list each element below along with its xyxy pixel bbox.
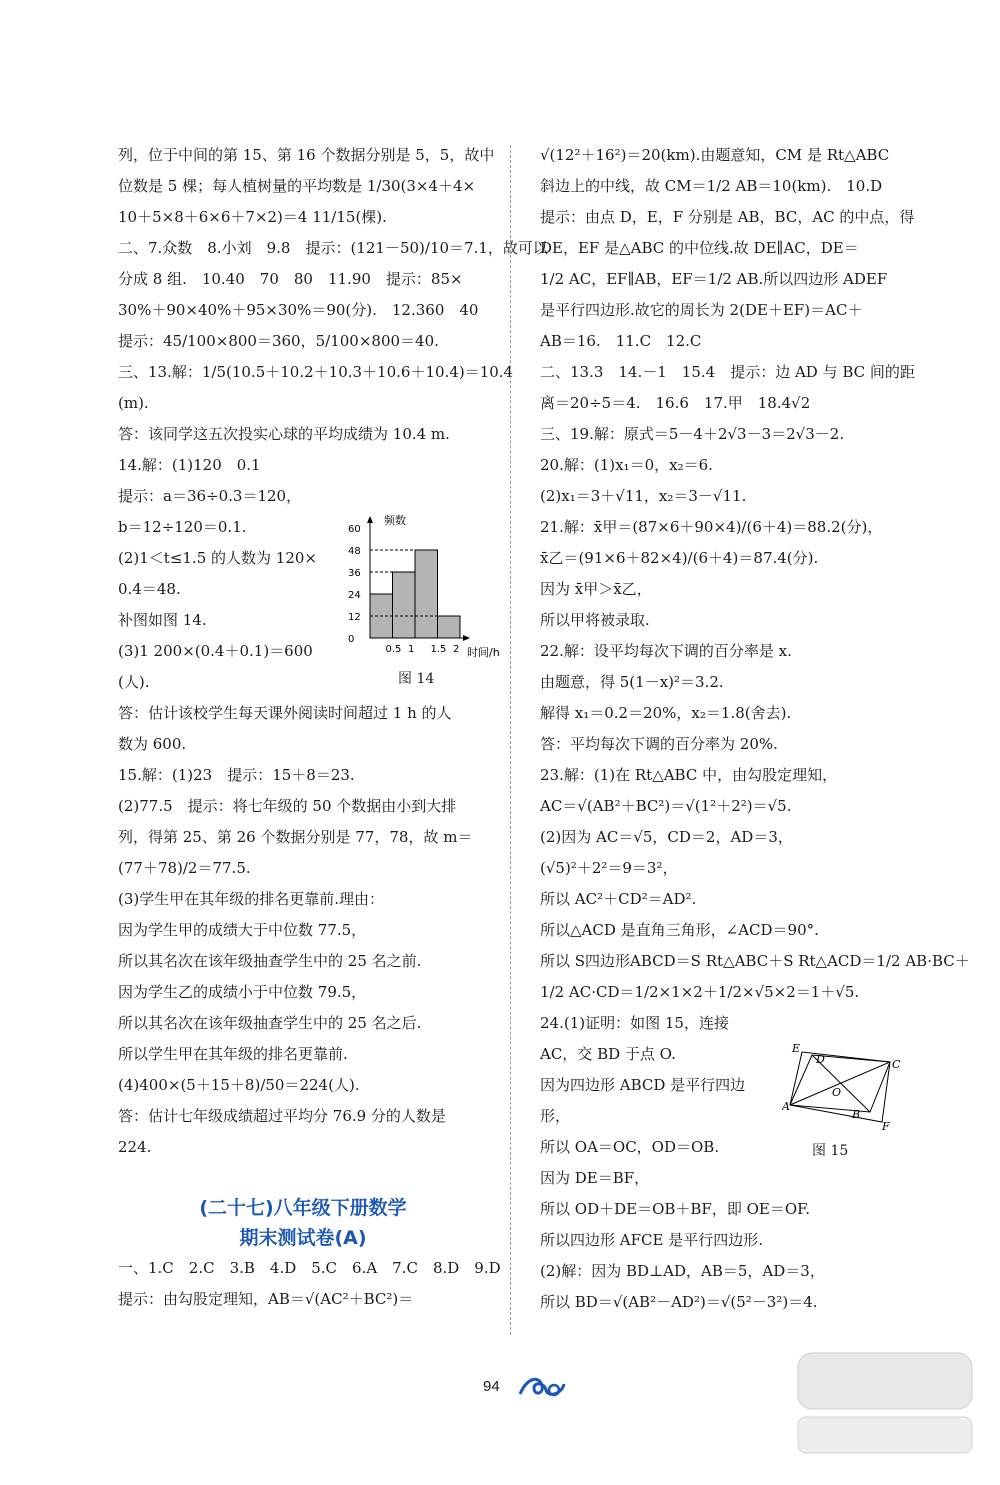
- text-line: 答：平均每次下调的百分率为 20%.: [540, 735, 778, 753]
- text-line: 1/2 AC·CD＝1/2×1×2＋1/2×√5×2＝1＋√5.: [540, 983, 860, 1001]
- text-line: 224.: [118, 1138, 152, 1156]
- text-line: b＝12÷120＝0.1.: [118, 518, 247, 536]
- figure-14-caption: 图 14: [398, 671, 435, 687]
- text-line: 所以 OD＋DE＝OB＋BF，即 OE＝OF.: [540, 1200, 810, 1218]
- watermark-logo: [790, 1345, 980, 1460]
- text-line: 三、13.解：1/5(10.5＋10.2＋10.3＋10.6＋10.4)＝10.4: [118, 363, 514, 381]
- text-line: √(12²＋16²)＝20(km).由题意知，CM 是 Rt△ABC: [540, 146, 890, 164]
- parallelogram-figure-15: [782, 1040, 902, 1130]
- point-a: A: [782, 1100, 790, 1113]
- text-line: 14.解：(1)120 0.1: [118, 456, 261, 474]
- text-line: 提示：由勾股定理知，AB＝√(AC²＋BC²)＝: [118, 1290, 414, 1308]
- text-line: 1/2 AC，EF∥AB，EF＝1/2 AB.所以四边形 ADEF: [540, 270, 888, 288]
- text-line: (77＋78)/2＝77.5.: [118, 859, 251, 877]
- point-e: E: [792, 1042, 801, 1055]
- text-line: 10＋5×8＋6×6＋7×2)＝4 11/15(棵).: [118, 208, 387, 226]
- text-line: 0.4＝48.: [118, 580, 181, 598]
- text-line: (3)1 200×(0.4＋0.1)＝600: [118, 642, 313, 660]
- text-line: 20.解：(1)x₁＝0，x₂＝6.: [540, 456, 713, 474]
- text-line: 二、13.3 14.－1 15.4 提示：边 AD 与 BC 间的距: [540, 363, 915, 381]
- text-line: 所以△ACD 是直角三角形，∠ACD＝90°.: [540, 921, 819, 939]
- text-line: 提示：45/100×800＝360，5/100×800＝40.: [118, 332, 439, 350]
- text-line: (√5)²＋2²＝9＝3²，: [540, 859, 678, 877]
- text-line: 离＝20÷5＝4. 16.6 17.甲 18.4√2: [540, 394, 811, 412]
- text-line: 所以 OA＝OC，OD＝OB.: [540, 1138, 720, 1156]
- text-line: 分成 8 组. 10.40 70 80 11.90 提示：85×: [118, 270, 463, 288]
- text-line: 所以 BD＝√(AB²－AD²)＝√(5²－3²)＝4.: [540, 1293, 818, 1311]
- histogram-bar: [415, 550, 438, 638]
- point-f: F: [882, 1120, 890, 1130]
- text-line: 所以其名次在该年级抽查学生中的 25 名之后.: [118, 1014, 422, 1032]
- x-tick-label: 1: [408, 644, 415, 655]
- histogram-x-label: 时间/h: [467, 646, 500, 659]
- text-line: 位数是 5 棵；每人植树量的平均数是 1/30(3×4＋4×: [118, 177, 476, 195]
- text-line: 二、7.众数 8.小刘 9.8 提示：(121－50)/10＝7.1，故可以: [118, 239, 548, 257]
- text-line: (m).: [118, 394, 149, 412]
- text-line: 列，位于中间的第 15、第 16 个数据分别是 5，5，故中: [118, 146, 495, 164]
- text-line: 数为 600.: [118, 735, 187, 753]
- text-line: (2)1＜t≤1.5 的人数为 120×: [118, 549, 317, 567]
- text-line: 答：该同学这五次投实心球的平均成绩为 10.4 m.: [118, 425, 450, 443]
- text-line: 所以甲将被录取.: [540, 611, 650, 629]
- text-line: 答：估计该校学生每天课外阅读时间超过 1 h 的人: [118, 704, 452, 722]
- text-line: 因为学生乙的成绩小于中位数 79.5，: [118, 983, 367, 1001]
- left-column: [118, 140, 548, 1315]
- text-line: 22.解：设平均每次下调的百分率是 x.: [540, 642, 792, 660]
- x-tick-label: 1.5: [430, 644, 447, 655]
- point-b: B: [852, 1108, 861, 1121]
- text-line: DE，EF 是△ABC 的中位线.故 DE∥AC，DE＝: [540, 239, 859, 257]
- y-tick-label: 12: [348, 612, 361, 623]
- histogram-y-label: 频数: [384, 514, 406, 527]
- text-line: 列，得第 25、第 26 个数据分别是 77，78，故 m＝: [118, 828, 473, 846]
- point-d: D: [816, 1053, 825, 1066]
- text-line: (2)x₁＝3＋√11，x₂＝3－√11.: [540, 487, 747, 505]
- text-line: AB＝16. 11.C 12.C: [540, 332, 702, 350]
- histogram-bar: [438, 616, 461, 638]
- histogram-figure-14: [340, 508, 515, 663]
- column-divider: [510, 145, 511, 1335]
- text-line: 因为四边形 ABCD 是平行四边: [540, 1076, 746, 1094]
- text-line: 21.解：x̄甲＝(87×6＋90×4)/(6＋4)＝88.2(分)，: [540, 518, 883, 536]
- text-line: 15.解：(1)23 提示：15＋8＝23.: [118, 766, 355, 784]
- text-line: (人).: [118, 673, 150, 691]
- text-line: 所以 AC²＋CD²＝AD².: [540, 890, 697, 908]
- text-line: AC，交 BD 于点 O.: [540, 1045, 676, 1063]
- section-title-line-1: (二十七)八年级下册数学: [199, 1197, 407, 1219]
- text-line: 三、19.解：原式＝5－4＋2√3－3＝2√3－2.: [540, 425, 845, 443]
- text-line: 所以四边形 AFCE 是平行四边形.: [540, 1231, 763, 1249]
- point-o: O: [832, 1086, 842, 1099]
- text-line: x̄乙＝(91×6＋82×4)/(6＋4)＝87.4(分).: [540, 549, 819, 567]
- text-line: (2)77.5 提示：将七年级的 50 个数据由小到大排: [118, 797, 457, 815]
- text-line: 由题意，得 5(1－x)²＝3.2.: [540, 673, 724, 691]
- text-line: 所以其名次在该年级抽查学生中的 25 名之前.: [118, 952, 422, 970]
- y-tick-label: 36: [348, 568, 361, 579]
- text-line: 所以学生甲在其年级的排名更靠前.: [118, 1045, 348, 1063]
- text-line: 斜边上的中线，故 CM＝1/2 AB＝10(km). 10.D: [540, 177, 883, 195]
- text-line: 提示：a＝36÷0.3＝120，: [118, 487, 302, 505]
- text-line: (4)400×(5＋15＋8)/50＝224(人).: [118, 1076, 360, 1094]
- text-line: 一、1.C 2.C 3.B 4.D 5.C 6.A 7.C 8.D 9.D: [118, 1259, 501, 1277]
- point-c: C: [892, 1058, 901, 1071]
- text-line: 补图如图 14.: [118, 611, 207, 629]
- text-line: 因为 DE＝BF，: [540, 1169, 650, 1187]
- text-line: 提示：由点 D，E，F 分别是 AB，BC，AC 的中点，得: [540, 208, 915, 226]
- y-tick-label: 24: [348, 590, 361, 601]
- text-line: 形，: [540, 1107, 571, 1125]
- text-line: 24.(1)证明：如图 15，连接: [540, 1014, 729, 1032]
- figure-15-caption: 图 15: [812, 1143, 849, 1159]
- text-line: 所以 S四边形ABCD＝S Rt△ABC＋S Rt△ACD＝1/2 AB·BC＋: [540, 952, 970, 970]
- y-tick-label: 60: [348, 524, 361, 535]
- text-line: (2)解：因为 BD⊥AD，AB＝5，AD＝3，: [540, 1262, 825, 1280]
- text-line: 解得 x₁＝0.2＝20%，x₂＝1.8(舍去).: [540, 704, 792, 722]
- text-line: 30%＋90×40%＋95×30%＝90(分). 12.360 40: [118, 301, 479, 319]
- text-line: 23.解：(1)在 Rt△ABC 中，由勾股定理知，: [540, 766, 838, 784]
- page-number: 94: [483, 1378, 500, 1395]
- text-line: 因为 x̄甲＞x̄乙，: [540, 580, 652, 598]
- y-tick-label: 48: [348, 546, 361, 557]
- y-tick-label: 0: [348, 634, 355, 645]
- x-tick-label: 0.5: [385, 644, 402, 655]
- text-line: 是平行四边形.故它的周长为 2(DE＋EF)＝AC＋: [540, 301, 863, 319]
- text-line: (2)因为 AC＝√5，CD＝2，AD＝3，: [540, 828, 793, 846]
- text-line: 答：估计七年级成绩超过平均分 76.9 分的人数是: [118, 1107, 446, 1125]
- text-line: 因为学生甲的成绩大于中位数 77.5，: [118, 921, 367, 939]
- text-line: AC＝√(AB²＋BC²)＝√(1²＋2²)＝√5.: [540, 797, 792, 815]
- page-ornament-icon: [518, 1372, 566, 1400]
- x-tick-label: 2: [453, 644, 460, 655]
- text-line: (3)学生甲在其年级的排名更靠前.理由：: [118, 890, 385, 908]
- section-title-line-2: 期末测试卷(A): [239, 1227, 367, 1249]
- histogram-bar: [393, 572, 416, 638]
